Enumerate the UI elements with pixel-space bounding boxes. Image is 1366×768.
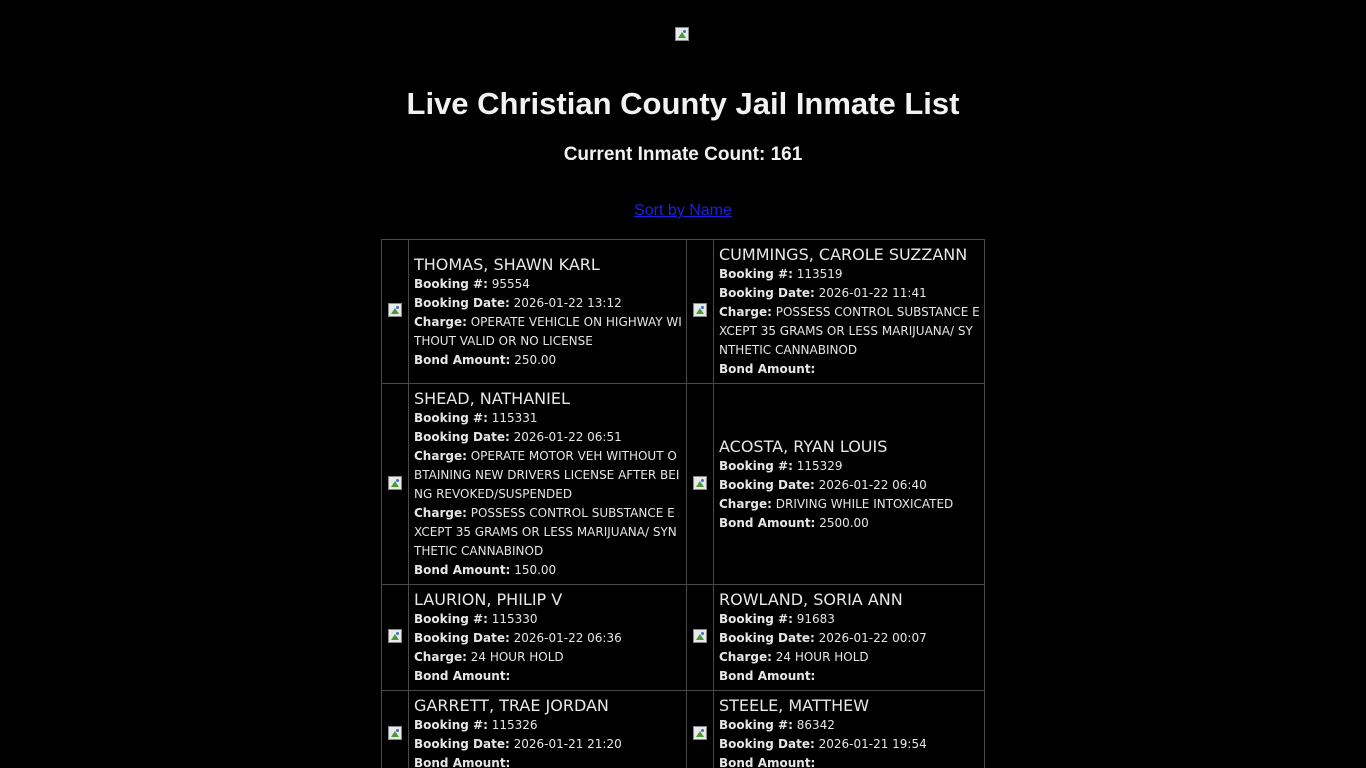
broken-image-icon — [693, 476, 707, 490]
booking-date-line — [719, 284, 980, 303]
charge-value: 24 HOUR HOLD — [470, 650, 564, 664]
booking-number-value: 91683 — [796, 612, 835, 626]
booking-number-label: Booking #: — [414, 276, 488, 291]
bond-amount-label: Bond Amount: — [719, 362, 816, 376]
inmate-name: STEELE, MATTHEW — [719, 696, 870, 715]
charge-label: Charge: — [719, 496, 772, 511]
inmate-info-cell — [409, 691, 687, 768]
table-row — [382, 384, 985, 585]
booking-date-value: 2026-01-22 06:51 — [513, 430, 622, 444]
bond-amount-line — [719, 667, 980, 686]
bond-amount-value: 2500.00 — [819, 515, 869, 530]
broken-image-icon — [675, 27, 689, 41]
bond-amount-label: Bond Amount: — [719, 756, 816, 768]
charge-value: OPERATE MOTOR VEH WITHOUT OBTAINING NEW DRIVERS LICENSE AFTER BEING REVOKED/SUSPENDED — [414, 449, 680, 501]
inmate-photo-cell — [382, 240, 409, 384]
inmate-info-cell — [409, 585, 687, 691]
charge-line — [414, 648, 682, 667]
booking-number-line — [414, 610, 682, 629]
booking-number-label: Booking #: — [414, 718, 488, 732]
booking-date-label: Booking Date: — [719, 477, 815, 492]
inmate-photo-cell — [382, 585, 409, 691]
charge-label: Charge: — [719, 305, 772, 319]
charge-line — [719, 648, 980, 667]
inmate-photo-cell — [382, 384, 409, 585]
booking-number-line — [719, 716, 980, 735]
broken-image-icon — [693, 726, 707, 740]
booking-date-label: Booking Date: — [414, 737, 510, 751]
inmate-photo-cell — [687, 384, 714, 585]
broken-image-icon — [388, 303, 402, 317]
inmate-name: ACOSTA, RYAN LOUIS — [719, 436, 888, 456]
charge-value: POSSESS CONTROL SUBSTANCE EXCEPT 35 GRAMS OR LESS MARIJUANA/ SYNTHETIC CANNABINOD — [719, 305, 980, 357]
inmate-info-cell — [714, 240, 985, 384]
charge-label: Charge: — [414, 506, 467, 520]
booking-date-line — [414, 294, 682, 313]
booking-date-label: Booking Date: — [719, 631, 815, 645]
booking-number-value: 115326 — [491, 718, 538, 732]
charge-line — [414, 504, 682, 561]
inmate-name: ROWLAND, SORIA ANN — [719, 590, 903, 609]
charge-value: POSSESS CONTROL SUBSTANCE EXCEPT 35 GRAMS OR LESS MARIJUANA/ SYNTHETIC CANNABINOD — [414, 506, 677, 558]
booking-number-line — [719, 457, 980, 476]
inmate-photo-cell — [382, 691, 409, 768]
bond-amount-line — [414, 561, 682, 580]
bond-amount-label: Bond Amount: — [414, 352, 511, 367]
booking-date-value: 2026-01-22 11:41 — [818, 286, 927, 300]
inmate-info-cell — [409, 384, 687, 585]
bond-amount-label: Bond Amount: — [719, 669, 816, 683]
inmate-name: CUMMINGS, CAROLE SUZZANN — [719, 245, 968, 264]
booking-number-label: Booking #: — [414, 612, 488, 626]
bond-amount-label: Bond Amount: — [414, 563, 511, 577]
bond-amount-line — [719, 360, 980, 379]
booking-date-line — [414, 735, 682, 754]
booking-date-label: Booking Date: — [414, 430, 510, 444]
bond-amount-value: 150.00 — [514, 563, 557, 577]
booking-number-line — [719, 265, 980, 284]
charge-line — [719, 495, 980, 514]
broken-image-icon — [388, 726, 402, 740]
charge-label: Charge: — [414, 314, 467, 329]
booking-number-line — [414, 716, 682, 735]
inmate-name: LAURION, PHILIP V — [414, 590, 563, 609]
booking-date-value: 2026-01-22 13:12 — [513, 295, 622, 310]
booking-number-line — [719, 610, 980, 629]
bond-amount-label: Bond Amount: — [719, 515, 816, 530]
inmate-name: THOMAS, SHAWN KARL — [414, 254, 600, 274]
bond-amount-line — [414, 754, 682, 768]
broken-image-icon — [388, 629, 402, 643]
charge-value: OPERATE VEHICLE ON HIGHWAY WITHOUT VALID OR NO LICENSE — [414, 314, 682, 348]
inmate-count: Current Inmate Count: 161 — [563, 144, 803, 165]
sort-link-wrapper — [0, 202, 1366, 220]
bond-amount-line — [414, 667, 682, 686]
booking-date-label: Booking Date: — [719, 286, 815, 300]
booking-date-line — [719, 629, 980, 648]
booking-date-label: Booking Date: — [719, 737, 815, 751]
inmate-photo-cell — [687, 691, 714, 768]
bond-amount-label: Bond Amount: — [414, 669, 511, 683]
broken-image-icon — [693, 629, 707, 643]
inmate-table — [381, 239, 985, 768]
broken-image-icon — [693, 303, 707, 317]
bond-amount-label: Bond Amount: — [414, 756, 511, 768]
booking-number-value: 115330 — [491, 612, 538, 626]
inmate-info-cell — [714, 691, 985, 768]
charge-label: Charge: — [719, 650, 772, 664]
booking-date-value: 2026-01-22 06:36 — [513, 631, 622, 645]
charge-line — [414, 313, 682, 351]
bond-amount-line — [719, 754, 980, 768]
booking-date-value: 2026-01-22 06:40 — [818, 477, 927, 492]
header-logo-image — [675, 27, 691, 43]
booking-date-value: 2026-01-21 19:54 — [818, 737, 927, 751]
charge-line — [414, 447, 682, 504]
booking-date-label: Booking Date: — [414, 631, 510, 645]
charge-value: DRIVING WHILE INTOXICATED — [775, 496, 954, 511]
booking-number-value: 95554 — [491, 276, 530, 291]
booking-number-label: Booking #: — [719, 458, 793, 473]
booking-number-label: Booking #: — [414, 411, 488, 425]
booking-number-value: 115329 — [796, 458, 843, 473]
booking-number-line — [414, 409, 682, 428]
booking-number-label: Booking #: — [719, 612, 793, 626]
inmate-photo-cell — [687, 585, 714, 691]
inmate-name: SHEAD, NATHANIEL — [414, 389, 570, 408]
bond-amount-value: 250.00 — [514, 352, 557, 367]
booking-number-line — [414, 275, 682, 294]
table-row — [382, 585, 985, 691]
booking-number-label: Booking #: — [719, 718, 793, 732]
booking-date-value: 2026-01-22 00:07 — [818, 631, 927, 645]
booking-number-value: 86342 — [796, 718, 835, 732]
booking-date-line — [719, 476, 980, 495]
sort-by-name-link[interactable]: Sort by Name — [634, 202, 732, 219]
inmate-name: GARRETT, TRAE JORDAN — [414, 696, 609, 715]
booking-date-value: 2026-01-21 21:20 — [513, 737, 622, 751]
bond-amount-line — [414, 351, 682, 370]
charge-value: 24 HOUR HOLD — [775, 650, 869, 664]
inmate-info-cell — [714, 585, 985, 691]
booking-date-line — [414, 428, 682, 447]
booking-number-value: 113519 — [796, 267, 843, 281]
table-row — [382, 240, 985, 384]
inmate-photo-cell — [687, 240, 714, 384]
booking-number-value: 115331 — [491, 411, 538, 425]
bond-amount-line — [719, 514, 980, 533]
booking-date-line — [719, 735, 980, 754]
inmate-info-cell — [714, 384, 985, 585]
inmate-info-cell — [409, 240, 687, 384]
page-title: Live Christian County Jail Inmate List — [406, 86, 960, 121]
booking-date-label: Booking Date: — [414, 295, 510, 310]
charge-label: Charge: — [414, 449, 467, 463]
charge-line — [719, 303, 980, 360]
charge-label: Charge: — [414, 650, 467, 664]
table-row — [382, 691, 985, 768]
booking-number-label: Booking #: — [719, 267, 793, 281]
broken-image-icon — [388, 476, 402, 490]
booking-date-line — [414, 629, 682, 648]
